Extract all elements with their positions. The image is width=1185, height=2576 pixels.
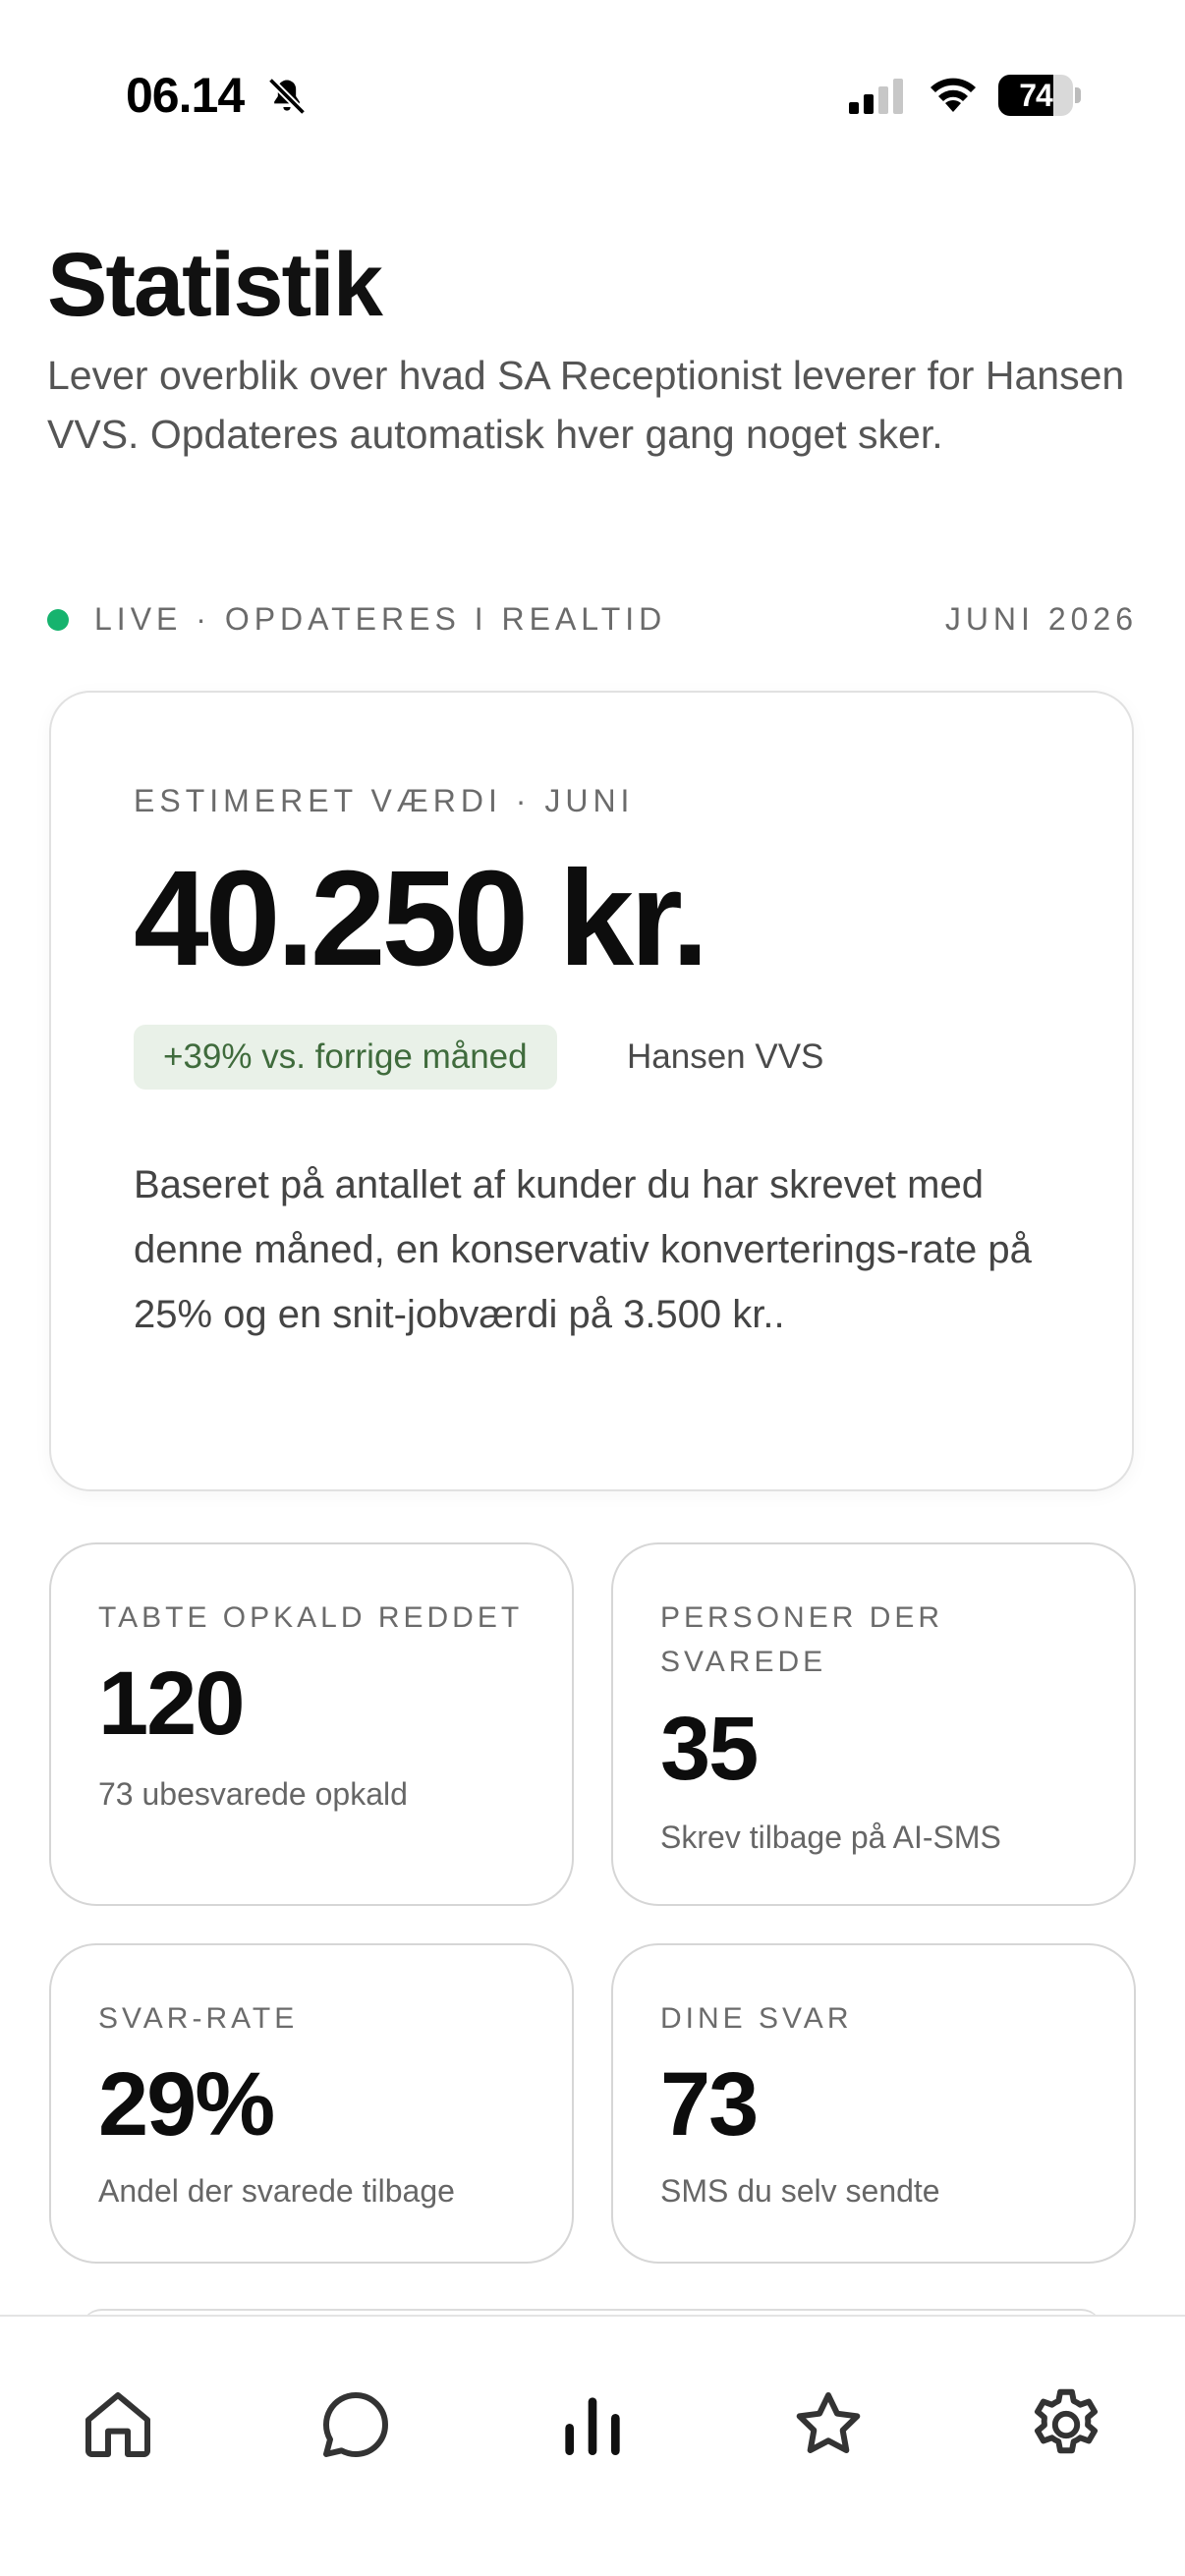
bar-chart-icon bbox=[553, 2385, 632, 2464]
stat-label: SVAR-RATE bbox=[98, 2002, 299, 2035]
gear-icon bbox=[1025, 2383, 1107, 2466]
star-icon bbox=[789, 2385, 868, 2464]
change-badge: +39% vs. forrige måned bbox=[134, 1025, 557, 1090]
battery-cap bbox=[1075, 87, 1081, 103]
estimated-value-description: Baseret på antallet af kunder du har skrevet med denne måned, en konservativ konverterings-rate på 25% og en snit-jobværdi på 3.500 kr.. bbox=[134, 1163, 1032, 1336]
stat-label: PERSONER DER SVAREDE bbox=[660, 1601, 944, 1678]
bell-slash-icon bbox=[265, 75, 309, 118]
stat-value: 120 bbox=[98, 1653, 244, 1754]
stat-label: DINE SVAR bbox=[660, 2002, 853, 2035]
tab-statistics[interactable] bbox=[543, 2376, 642, 2474]
stat-value: 29% bbox=[98, 2054, 274, 2155]
stat-value: 73 bbox=[660, 2054, 758, 2155]
chat-bubble-icon bbox=[316, 2385, 395, 2464]
stat-value: 35 bbox=[660, 1699, 758, 1799]
page-title: Statistik bbox=[47, 235, 381, 335]
signal-icon bbox=[847, 77, 906, 116]
live-indicator-dot bbox=[47, 609, 69, 631]
tab-home[interactable] bbox=[69, 2376, 167, 2474]
status-bar bbox=[0, 0, 1185, 187]
estimated-value-card[interactable] bbox=[49, 691, 1134, 1491]
stat-card-people-replied[interactable] bbox=[611, 1542, 1136, 1906]
status-time: 06.14 bbox=[126, 68, 245, 123]
battery-icon bbox=[998, 75, 1081, 116]
estimated-value-label: ESTIMERET VÆRDI · JUNI bbox=[134, 783, 635, 818]
tab-bar bbox=[0, 2315, 1185, 2576]
stat-card-reply-rate[interactable] bbox=[49, 1943, 574, 2264]
home-icon bbox=[79, 2385, 157, 2464]
stat-caption: Skrev tilbage på AI-SMS bbox=[660, 1820, 1001, 1855]
battery-level: 74 bbox=[1019, 78, 1052, 113]
tab-messages[interactable] bbox=[307, 2376, 405, 2474]
period-label: JUNI 2026 bbox=[944, 601, 1138, 637]
battery-body bbox=[998, 75, 1073, 116]
stat-card-your-replies[interactable] bbox=[611, 1943, 1136, 2264]
stat-caption: 73 ubesvarede opkald bbox=[98, 1776, 408, 1812]
wifi-icon bbox=[926, 73, 981, 116]
estimated-value-amount: 40.250 kr. bbox=[134, 843, 705, 994]
company-name: Hansen VVS bbox=[627, 1037, 824, 1076]
stat-card-missed-calls-saved[interactable] bbox=[49, 1542, 574, 1906]
page-subtitle: Lever overblik over hvad SA Receptionist leverer for Hansen VVS. Opdateres automatisk hver gang noget sker. bbox=[47, 353, 1125, 457]
stat-label: TABTE OPKALD REDDET bbox=[98, 1601, 524, 1634]
live-status-row bbox=[47, 599, 1138, 639]
tab-favorites[interactable] bbox=[779, 2376, 877, 2474]
stat-caption: SMS du selv sendte bbox=[660, 2173, 940, 2209]
live-status-text: LIVE · OPDATERES I REALTID bbox=[94, 601, 667, 637]
stat-caption: Andel der svarede tilbage bbox=[98, 2173, 455, 2209]
tab-settings[interactable] bbox=[1017, 2376, 1115, 2474]
